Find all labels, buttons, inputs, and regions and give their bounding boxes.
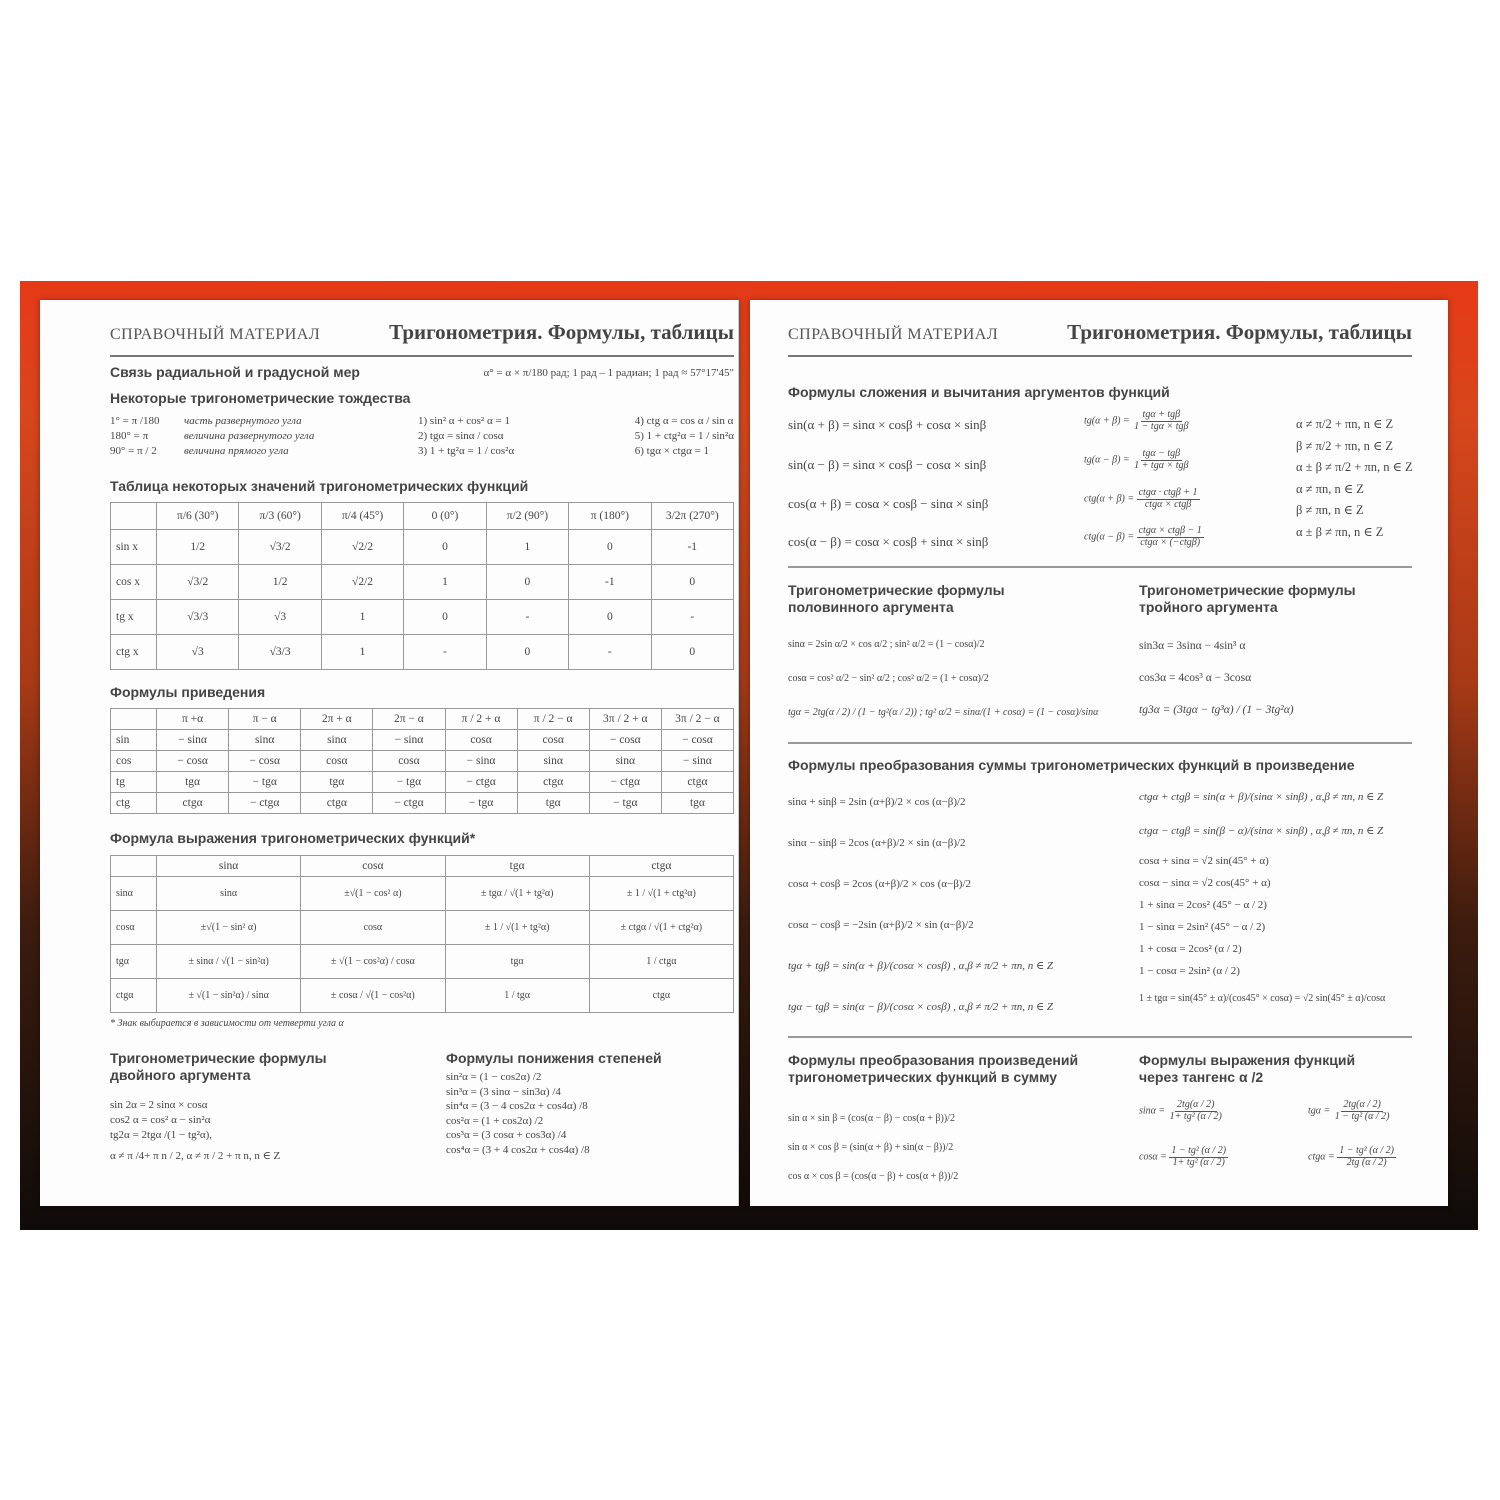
table-row xyxy=(111,530,734,565)
formula: tg(α + β) = $\frac{\text{tgα + tgβ}}{\text{1 − tgα × tgβ}}$ xyxy=(1084,409,1189,432)
table-cell: 1 / ctgα xyxy=(589,945,733,979)
table-cell: tg xyxy=(111,772,157,793)
power-formulas: sin²α = (1 − cos2α) /2 sin³α = (3 sinα − sin3α) /4 sin⁴α = (3 − 4 cos2α + cos4α) /8 cos²α = (1 + cos2α) /2 cos³α = (3 cosα + cos3α) /4 cos⁴α = (3 + 4 cos2α + cos4α) /8 xyxy=(446,1071,590,1156)
table-cell: ± tgα / √(1 + tg²α) xyxy=(445,877,589,911)
table-cell: 1/2 xyxy=(157,530,239,565)
radian-heading: Связь радиальной и градусной мер xyxy=(110,364,360,380)
table-header-cell: 0 (0°) xyxy=(404,503,486,530)
triple-heading: Тригонометрические формулы тройного аргумента xyxy=(1139,582,1356,615)
table-cell: √3/3 xyxy=(239,635,321,670)
values-table-heading: Таблица некоторых значений тригонометрических функций xyxy=(110,478,529,494)
table-cell: - xyxy=(486,600,568,635)
formula: cos(α + β) = cosα × cosβ − sinα × sinβ xyxy=(788,496,989,511)
table-row xyxy=(111,877,734,911)
table-header-cell: π/2 (90°) xyxy=(486,503,568,530)
identities-heading: Некоторые тригонометрические тождества xyxy=(110,390,411,406)
table-cell: - xyxy=(404,635,486,670)
table-cell: ± √(1 − cos²α) / cosα xyxy=(301,945,445,979)
table-header-row xyxy=(111,856,734,877)
table-cell: √2/2 xyxy=(321,530,403,565)
table-header-cell: 3π / 2 − α xyxy=(661,709,733,730)
table-cell: ± ctgα / √(1 + ctg²α) xyxy=(589,911,733,945)
formula: sinα = $\frac{2tg(\alpha / 2)}{\text{1+ tg² (α / 2)}}$ xyxy=(1139,1099,1222,1122)
table-cell: ctgα xyxy=(111,979,157,1013)
table-cell: ctgα xyxy=(517,772,589,793)
table-cell: -1 xyxy=(569,565,651,600)
table-cell: 0 xyxy=(651,635,733,670)
table-header-cell: cosα xyxy=(301,856,445,877)
table-cell: 1 / tgα xyxy=(445,979,589,1013)
product-to-sum-formulas: sin α × sin β = (cos(α − β) − cos(α + β))/2 sin α × cos β = (sin(α + β) + sin(α − β))/2 cos α × cos β = (cos(α − β) + cos(α + β))/2 xyxy=(788,1113,959,1182)
table-cell: ± √(1 − sin²α) / sinα xyxy=(157,979,301,1013)
table-cell: ctg xyxy=(111,793,157,814)
table-cell: − cosα xyxy=(661,730,733,751)
degree-list xyxy=(110,414,410,459)
right-page xyxy=(750,300,1448,1206)
table-cell: 1 xyxy=(321,600,403,635)
formula: sin(α − β) = sinα × cosβ − cosα × sinβ xyxy=(788,457,987,472)
table-cell: − tgα xyxy=(589,793,661,814)
table-cell: √3/3 xyxy=(157,600,239,635)
table-cell: 0 xyxy=(486,635,568,670)
table-cell: √3 xyxy=(239,600,321,635)
addition-heading: Формулы сложения и вычитания аргументов функций xyxy=(788,384,1170,400)
table-header-row xyxy=(111,709,734,730)
table-row xyxy=(111,945,734,979)
table-cell: − sinα xyxy=(661,751,733,772)
sum-to-product-heading: Формулы преобразования суммы тригонометрических функций в произведение xyxy=(788,757,1355,773)
table-cell: √3/2 xyxy=(239,530,321,565)
table-cell: sin xyxy=(111,730,157,751)
table-cell: cosα xyxy=(301,751,373,772)
formula: cos(α − β) = cosα × cosβ + sinα × sinβ xyxy=(788,534,989,549)
table-header-row xyxy=(111,503,734,530)
identities-col2: 4) ctg α = cos α / sin α 5) 1 + ctg²α = 1 / sin²α 6) tgα × ctgα = 1 xyxy=(634,415,734,457)
table-header-cell: π − α xyxy=(229,709,301,730)
table-cell: sinα xyxy=(517,751,589,772)
table-cell: cosα xyxy=(517,730,589,751)
table-cell: √2/2 xyxy=(321,565,403,600)
radian-formula: α° = α × π/180 рад; 1 рад – 1 радиан; 1 рад ≈ 57°17'45" xyxy=(483,367,734,379)
table-cell: 0 xyxy=(404,530,486,565)
table-cell: − ctgα xyxy=(229,793,301,814)
double-heading: Тригонометрические формулы двойного аргумента xyxy=(110,1050,327,1083)
power-heading: Формулы понижения степеней xyxy=(446,1050,662,1066)
table-header-cell: 2π + α xyxy=(301,709,373,730)
table-cell: − ctgα xyxy=(373,793,445,814)
table-header-cell: π (180°) xyxy=(569,503,651,530)
values-table xyxy=(110,502,734,670)
table-cell: − tgα xyxy=(229,772,301,793)
table-header-cell: sinα xyxy=(157,856,301,877)
formula: ctg(α + β) = $\frac{\text{ctgα · ctgβ + 1}}{\text{ctgα × ctgβ}}$ xyxy=(1084,487,1198,510)
left-page xyxy=(40,300,739,1206)
table-cell: − ctgα xyxy=(445,772,517,793)
table-cell: ±√(1 − sin² α) xyxy=(157,911,301,945)
page-title: Тригонометрия. Формулы, таблицы xyxy=(1067,320,1412,344)
table-cell: ctgα xyxy=(661,772,733,793)
table-cell: sinα xyxy=(229,730,301,751)
table-header-cell: π / 2 + α xyxy=(445,709,517,730)
table-row xyxy=(111,730,734,751)
table-cell: − cosα xyxy=(229,751,301,772)
table-cell: 1 xyxy=(321,635,403,670)
table-cell: − tgα xyxy=(373,772,445,793)
half-formulas: sinα = 2sin α/2 × cos α/2 ; sin² α/2 = (1 − cosα)/2 cosα = cos² α/2 − sin² α/2 ; cos² α/2 = (1 + cosα)/2 tgα = 2tg(α / 2) / (1 − tg²(α / 2)) ; tg² α/2 = sinα/(1 + cosα) = (1 − cosα)/sinα xyxy=(788,639,1099,718)
sum-to-product-col2: ctgα + ctgβ = sin(α + β)/(sinα × sinβ) , α,β ≠ πn, n ∈ Z ctgα − ctgβ = sin(β − α)/(sinα × sinβ) , α,β ≠ πn, n ∈ Z cosα + sinα = √2 sin(45° + α) cosα − sinα = √2 cos(45° + α) 1 + sinα = 2cos² (45° − α / 2) 1 − sinα = 2sin² (45° − α / 2) 1 + cosα = 2cos² (α / 2) 1 − cosα = 2sin² (α / 2) 1 ± tgα = sin(45° ± α)/(cos45° × cosα) = √2 sin(45° ± α)/cosα xyxy=(1139,791,1386,1004)
formula: ctg(α − β) = $\frac{\text{ctgα × ctgβ − 1}}{\text{ctgα × (−ctgβ)}}$ xyxy=(1084,525,1202,548)
sign-note: * Знак выбирается в зависимости от четверти угла α xyxy=(110,1018,344,1029)
table-header-cell: 2π − α xyxy=(373,709,445,730)
table-cell: √3 xyxy=(157,635,239,670)
triple-formulas: sin3α = 3sinα − 4sin³ α cos3α = 4cos³ α − 3cosα tg3α = (3tgα − tg³α) / (1 − 3tg²α) xyxy=(1139,640,1294,716)
table-cell: sinα xyxy=(589,751,661,772)
table-row xyxy=(111,565,734,600)
table-cell: ± 1 / √(1 + tg²α) xyxy=(445,911,589,945)
table-cell: − sinα xyxy=(445,751,517,772)
table-cell: sinα xyxy=(111,877,157,911)
table-cell: − ctgα xyxy=(589,772,661,793)
table-cell: -1 xyxy=(651,530,733,565)
page-header xyxy=(110,320,734,357)
table-header-cell: tgα xyxy=(445,856,589,877)
table-header-cell xyxy=(111,709,157,730)
table-cell: 0 xyxy=(569,530,651,565)
addition-conditions: α ≠ π/2 + πn, n ∈ Z β ≠ π/2 + πn, n ∈ Z α ± β ≠ π/2 + πn, n ∈ Z α ≠ πn, n ∈ Z β ≠ πn, n ∈ Z α ± β ≠ πn, n ∈ Z xyxy=(1296,417,1413,539)
table-header-cell: π / 2 − α xyxy=(517,709,589,730)
table-header-cell: 3/2π (270°) xyxy=(651,503,733,530)
table-cell: cos xyxy=(111,751,157,772)
table-header-cell: π/6 (30°) xyxy=(157,503,239,530)
table-cell: cos x xyxy=(111,565,157,600)
divider xyxy=(788,566,1412,568)
table-cell: tgα xyxy=(157,772,229,793)
table-cell: tgα xyxy=(301,772,373,793)
divider xyxy=(788,742,1412,744)
table-cell: 1 xyxy=(404,565,486,600)
table-header-cell: π/3 (60°) xyxy=(239,503,321,530)
expression-table xyxy=(110,855,734,1013)
table-cell: - xyxy=(651,600,733,635)
degree-row: 1° = π /180 часть развернутого угла xyxy=(110,415,302,427)
table-cell: ±√(1 − cos² α) xyxy=(301,877,445,911)
table-cell: ctgα xyxy=(157,793,229,814)
table-row xyxy=(111,635,734,670)
table-cell: ctgα xyxy=(301,793,373,814)
table-cell: ± cosα / √(1 − cos²α) xyxy=(301,979,445,1013)
table-cell: 0 xyxy=(651,565,733,600)
table-cell: ± 1 / √(1 + ctg²α) xyxy=(589,877,733,911)
section-label: СПРАВОЧНЫЙ МАТЕРИАЛ xyxy=(788,326,999,343)
table-header-cell: π/4 (45°) xyxy=(321,503,403,530)
table-cell: 0 xyxy=(569,600,651,635)
table-cell: − cosα xyxy=(157,751,229,772)
table-cell: sin x xyxy=(111,530,157,565)
table-cell: sinα xyxy=(157,877,301,911)
divider xyxy=(788,1036,1412,1038)
reduction-table xyxy=(110,708,734,814)
table-row xyxy=(111,600,734,635)
table-cell: 0 xyxy=(486,565,568,600)
half-heading: Тригонометрические формулы половинного аргумента xyxy=(788,582,1005,615)
expression-heading: Формула выражения тригонометрических функций* xyxy=(110,830,476,846)
table-header-cell xyxy=(111,503,157,530)
table-header-cell: π +α xyxy=(157,709,229,730)
table-cell: − sinα xyxy=(373,730,445,751)
formula: ctgα = $\frac{\text{1 − tg² (α / 2)}}{2tg (\alpha / 2)}$ xyxy=(1308,1145,1394,1168)
table-cell: − sinα xyxy=(157,730,229,751)
table-cell: 1/2 xyxy=(239,565,321,600)
table-cell: √3/2 xyxy=(157,565,239,600)
table-cell: sinα xyxy=(301,730,373,751)
table-cell: ctgα xyxy=(589,979,733,1013)
section-label: СПРАВОЧНЫЙ МАТЕРИАЛ xyxy=(110,326,321,343)
table-header-cell: 3π / 2 + α xyxy=(589,709,661,730)
table-row xyxy=(111,911,734,945)
tangent-heading: Формулы выражения функций через тангенс α /2 xyxy=(1139,1052,1356,1085)
table-cell: tgα xyxy=(661,793,733,814)
degree-row: 180° = π величина развернутого угла xyxy=(110,430,315,442)
table-cell: cosα xyxy=(445,730,517,751)
table-cell: tgα xyxy=(445,945,589,979)
table-cell: − cosα xyxy=(589,730,661,751)
table-cell: cosα xyxy=(373,751,445,772)
double-formulas: sin 2α = 2 sinα × cosα cos2 α = cos² α − sin²α tg2α = 2tgα /(1 − tg²α), α ≠ π /4+ π n / 2, α ≠ π / 2 + π n, n ∈ Z xyxy=(110,1099,281,1162)
table-cell: - xyxy=(569,635,651,670)
reduction-heading: Формулы приведения xyxy=(110,684,266,700)
table-header-cell: ctgα xyxy=(589,856,733,877)
table-cell: 0 xyxy=(404,600,486,635)
formula: cosα = $\frac{\text{1 − tg² (α / 2)}}{\text{1+ tg² (α / 2)}}$ xyxy=(1139,1145,1227,1168)
table-row xyxy=(111,793,734,814)
identities-col1: 1) sin² α + cos² α = 1 2) tgα = sinα / cosα 3) 1 + tg²α = 1 / cos²α xyxy=(418,415,515,457)
table-cell: − tgα xyxy=(445,793,517,814)
table-cell: tgα xyxy=(111,945,157,979)
table-cell: 1 xyxy=(486,530,568,565)
sum-to-product-col1: sinα + sinβ = 2sin (α+β)/2 × cos (α−β)/2 sinα − sinβ = 2cos (α+β)/2 × sin (α−β)/2 cosα + cosβ = 2cos (α+β)/2 × cos (α−β)/2 cosα − cosβ = −2sin (α+β)/2 × sin (α−β)/2 tgα + tgβ = sin(α + β)/(cosα × cosβ) , α,β ≠ π/2 + πn, n ∈ Z tgα − tgβ = sin(α − β)/(cosα × cosβ) , α,β ≠ π/2 + πn, n ∈ Z xyxy=(788,796,1053,1013)
table-header-cell xyxy=(111,856,157,877)
table-cell: tgα xyxy=(517,793,589,814)
page-title: Тригонометрия. Формулы, таблицы xyxy=(389,320,734,344)
degree-row: 90° = π / 2 величина прямого угла xyxy=(110,445,289,457)
table-row xyxy=(111,772,734,793)
table-cell: ± sinα / √(1 − sin²α) xyxy=(157,945,301,979)
formula: tg(α − β) = $\frac{\text{tgα − tgβ}}{\text{1 + tgα × tgβ}}$ xyxy=(1084,448,1189,471)
table-cell: cosα xyxy=(111,911,157,945)
table-row xyxy=(111,979,734,1013)
table-cell: cosα xyxy=(301,911,445,945)
page-header xyxy=(788,320,1412,357)
formula: sin(α + β) = sinα × cosβ + cosα × sinβ xyxy=(788,417,987,432)
table-cell: tg x xyxy=(111,600,157,635)
formula: tgα = $\frac{2tg(\alpha / 2)}{\text{1 − tg² (α / 2)}}$ xyxy=(1308,1099,1390,1122)
table-row xyxy=(111,751,734,772)
table-cell: ctg x xyxy=(111,635,157,670)
product-to-sum-heading: Формулы преобразования произведений тригонометрических функций в сумму xyxy=(788,1052,1079,1085)
